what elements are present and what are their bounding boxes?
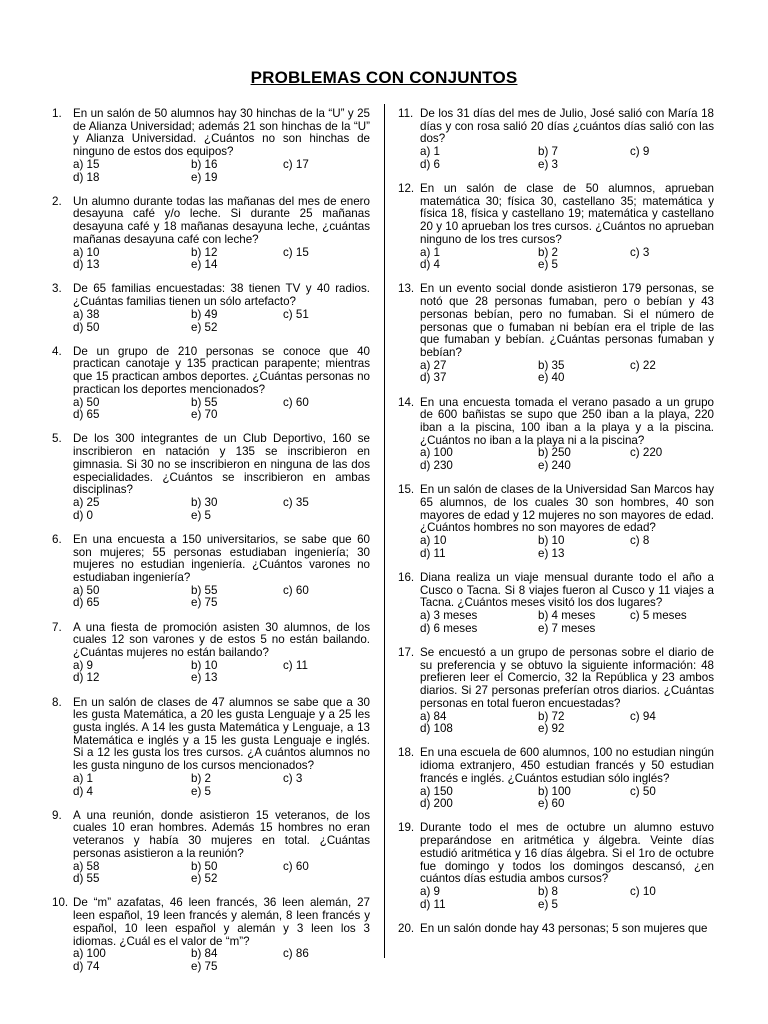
answer-option: c) 220 xyxy=(630,446,663,460)
problem-item xyxy=(52,346,370,422)
problem-item xyxy=(52,534,370,610)
problem-number: 17. xyxy=(398,646,415,660)
problem-item xyxy=(398,484,714,560)
problem-text: Durante todo el mes de octubre un alumno estuvo preparándose en aritmética y álgebra. Veinte días estudió aritmética y 16 días álgebra. Si el 1ro de octubre fue domingo y todos los domingos descansó, ¿en cuántos días estudia ambos cursos? xyxy=(420,821,714,886)
answer-option: e) 5 xyxy=(191,508,211,522)
problem-item xyxy=(398,647,714,736)
problem-number: 1. xyxy=(52,107,62,120)
answer-option: a) 3 meses xyxy=(420,609,478,623)
problem-number: 12. xyxy=(398,182,415,196)
problem-text: Diana realiza un viaje mensual durante todo el año a Cusco o Tacna. Si 8 viajes fueron al Cusco y 11 viajes a Tacna. ¿Cuántos meses visitó los dos lugares? xyxy=(420,571,714,610)
answer-option: c) 9 xyxy=(630,145,650,159)
answer-option: c) 51 xyxy=(283,307,309,321)
problem-text: En un salón de clases de 47 alumnos se sabe que a 30 les gusta Matemática, a 20 les gusta Lenguaje y a 25 les gusta inglés. A 14 les gusta Matemática y Lenguaje, a 13 Matemática e inglés y a 15 les gusta Lenguaje e inglés. Si a 12 les gusta los tres cursos. ¿A cuántos alumnos no les gusta ninguno de los cursos mencionados? xyxy=(73,695,370,773)
answer-option: e) 14 xyxy=(191,258,218,272)
problem-item xyxy=(52,108,370,184)
answer-options xyxy=(73,247,370,272)
page-title: PROBLEMAS CON CONJUNTOS xyxy=(250,68,518,87)
problem-body xyxy=(73,346,370,422)
problem-number: 9. xyxy=(52,808,62,822)
answer-option: b) 50 xyxy=(191,859,218,873)
problem-text: A una reunión, donde asistieron 15 veteranos, de los cuales 10 eran hombres. Además 15 hombres no eran veteranos y había 30 mujeres en total. ¿Cuántas personas asistieron a la reunión? xyxy=(73,808,370,860)
problem-text: En un salón de clases de la Universidad San Marcos hay 65 alumnos, de los cuales 30 son hombres, 40 son mayores de edad y 12 mujeres no son mayores de edad. ¿Cuántos hombres no son mayores de edad? xyxy=(420,483,714,535)
answer-options xyxy=(420,535,714,560)
problem-text: En un salón de clase de 50 alumnos, aprueban matemática 30; física 30, castellano 35; matemática y física 18, física y castellano 19; matemática y castellano 20 y 10 aprueban los tres cursos. ¿Cuántos no aprueban ninguno de los tres cursos? xyxy=(420,182,714,246)
answer-option: a) 1 xyxy=(73,771,93,785)
answer-option: c) 10 xyxy=(630,884,656,898)
answer-option: e) 75 xyxy=(191,959,218,973)
answer-option: b) 12 xyxy=(191,245,218,259)
answer-option: e) 52 xyxy=(191,872,218,886)
answer-option: b) 16 xyxy=(191,157,218,171)
answer-option: b) 84 xyxy=(191,947,218,961)
answer-option: b) 55 xyxy=(191,583,218,597)
answer-options xyxy=(420,610,714,635)
problem-body xyxy=(73,697,370,799)
answer-options xyxy=(73,309,370,334)
answer-option: a) 50 xyxy=(73,395,100,409)
problem-number: 16. xyxy=(398,571,415,584)
answer-option: e) 13 xyxy=(191,671,218,685)
answer-option: e) 60 xyxy=(538,797,565,811)
problem-item xyxy=(52,697,370,799)
answer-option: e) 70 xyxy=(191,408,218,422)
answer-option: c) 3 xyxy=(630,245,650,259)
answer-option: b) 10 xyxy=(538,534,565,548)
answer-option: e) 40 xyxy=(538,371,565,385)
answer-option: a) 9 xyxy=(73,658,93,672)
problem-text: De los 31 días del mes de Julio, José salió con María 18 días y con rosa salió 20 días ¿cuántos días salió con las dos? xyxy=(420,107,714,146)
problem-number: 15. xyxy=(398,483,415,497)
problem-number: 18. xyxy=(398,746,415,760)
answer-options xyxy=(73,773,370,798)
answer-option: a) 10 xyxy=(73,245,100,259)
answer-option: b) 49 xyxy=(191,307,218,321)
problem-body xyxy=(73,622,370,686)
answer-options xyxy=(73,948,370,973)
answer-option: a) 100 xyxy=(73,947,106,961)
problem-number: 3. xyxy=(52,282,62,296)
answer-option: b) 2 xyxy=(191,771,211,785)
answer-option: b) 55 xyxy=(191,395,218,409)
problem-number: 10. xyxy=(52,896,69,910)
problem-item xyxy=(398,923,714,936)
problem-body xyxy=(420,647,714,736)
answer-option: b) 30 xyxy=(191,495,218,509)
answer-option: c) 11 xyxy=(283,658,308,672)
answer-option: e) 92 xyxy=(538,722,565,736)
problem-item xyxy=(52,196,370,272)
problem-body xyxy=(73,433,370,522)
answer-option: e) 5 xyxy=(191,784,211,798)
problem-body xyxy=(420,822,714,911)
answer-options xyxy=(73,660,370,685)
problem-text: Se encuestó a un grupo de personas sobre el diario de su preferencia y se obtuvo la siguiente información: 48 prefieren leer el Comercio, 32 la República y 23 ambos diarios. Si 27 personas preferían otros diarios. ¿Cuántas personas en total fueron encuestadas? xyxy=(420,646,714,710)
answer-option: c) 94 xyxy=(630,709,656,723)
answer-option: d) 74 xyxy=(73,959,100,973)
problem-body xyxy=(420,484,714,560)
answer-options xyxy=(73,861,370,886)
answer-options xyxy=(420,360,714,385)
problem-number: 20. xyxy=(398,921,415,935)
problem-body xyxy=(73,534,370,610)
answer-option: d) 4 xyxy=(420,258,440,272)
problem-text: En una escuela de 600 alumnos, 100 no estudian ningún idioma extranjero, 450 estudian francés y 50 estudian francés e inglés. ¿Cuántos estudian sólo inglés? xyxy=(420,746,714,785)
problem-text: A una fiesta de promoción asisten 30 alumnos, de los cuales 12 son varones y de estos 5 no están bailando. ¿Cuántas mujeres no están bailando? xyxy=(73,620,370,660)
answer-option: a) 1 xyxy=(420,245,440,259)
answer-options xyxy=(73,397,370,422)
answer-option: b) 250 xyxy=(538,446,571,460)
answer-option: b) 35 xyxy=(538,358,565,372)
problem-text: Un alumno durante todas las mañanas del mes de enero desayuna café y/o leche. Si durante 25 mañanas desayuna café y 18 mañanas desayuna leche, ¿cuántas mañanas desayuna café con leche? xyxy=(73,194,370,246)
problem-number: 19. xyxy=(398,821,415,835)
answer-option: e) 3 xyxy=(538,157,558,171)
problem-body xyxy=(420,283,714,385)
answer-option: c) 60 xyxy=(283,395,309,409)
answer-option: a) 27 xyxy=(420,358,447,372)
problem-body xyxy=(73,196,370,272)
problem-body xyxy=(420,572,714,636)
answer-option: e) 19 xyxy=(191,170,218,184)
answer-option: b) 4 meses xyxy=(538,609,596,623)
problem-body xyxy=(420,397,714,473)
answer-option: d) 108 xyxy=(420,722,453,736)
answer-option: c) 60 xyxy=(283,859,309,873)
answer-option: a) 84 xyxy=(420,709,447,723)
problem-text: De un grupo de 210 personas se conoce que 40 practican canotaje y 135 practican parapente; mientras que 15 practican ambos deportes. ¿Cuántas personas no practican los deportes mencionados? xyxy=(73,344,370,396)
answer-option: d) 12 xyxy=(73,671,100,685)
answer-options xyxy=(420,247,714,272)
answer-option: d) 37 xyxy=(420,371,447,385)
problem-text: En una encuesta a 150 universitarios, se sabe que 60 son mujeres; 55 personas estudiaban ingeniería; 30 mujeres no estudian ingeniería. ¿Cuántos varones no estudiaban ingeniería? xyxy=(73,532,370,584)
problem-body xyxy=(73,283,370,334)
problem-item xyxy=(52,622,370,686)
answer-option: c) 17 xyxy=(283,157,309,171)
answer-option: d) 11 xyxy=(420,897,446,911)
answer-option: d) 13 xyxy=(73,258,100,272)
answer-option: e) 13 xyxy=(538,546,565,560)
answer-option: d) 200 xyxy=(420,797,453,811)
problem-text: En un salón de 50 alumnos hay 30 hinchas de la “U” y 25 de Alianza Universidad; además 21 son hinchas de la “U” y Alianza Universidad. ¿Cuántos no son hinchas de ninguno de estos dos equipos? xyxy=(73,107,370,159)
answer-option: c) 86 xyxy=(283,947,309,961)
problem-text: En un salón donde hay 43 personas; 5 son mujeres que xyxy=(420,921,708,935)
answer-option: c) 5 meses xyxy=(630,609,687,623)
answer-option: a) 1 xyxy=(420,145,440,159)
problem-item xyxy=(398,747,714,811)
problem-number: 11. xyxy=(398,107,414,120)
answer-option: e) 5 xyxy=(538,897,558,911)
answer-option: d) 6 meses xyxy=(420,621,478,635)
answer-option: d) 0 xyxy=(73,508,93,522)
answer-option: c) 15 xyxy=(283,245,309,259)
problem-item xyxy=(52,433,370,522)
answer-option: c) 50 xyxy=(630,784,656,798)
answer-option: c) 22 xyxy=(630,358,656,372)
answer-option: b) 10 xyxy=(191,658,218,672)
problem-number: 7. xyxy=(52,620,62,634)
problem-number: 13. xyxy=(398,282,415,296)
answer-option: d) 65 xyxy=(73,408,100,422)
problem-number: 14. xyxy=(398,395,415,409)
problem-item xyxy=(398,572,714,636)
answer-option: d) 65 xyxy=(73,596,100,610)
answer-option: a) 50 xyxy=(73,583,100,597)
answer-option: a) 9 xyxy=(420,884,440,898)
answer-option: a) 25 xyxy=(73,495,100,509)
problem-item xyxy=(52,283,370,334)
answer-option: e) 75 xyxy=(191,596,218,610)
problem-body xyxy=(420,923,714,936)
answer-options xyxy=(420,711,714,736)
answer-option: b) 8 xyxy=(538,884,558,898)
answer-options xyxy=(73,159,370,184)
left-column xyxy=(52,108,370,985)
problem-body xyxy=(73,108,370,184)
right-column xyxy=(398,108,714,947)
column-divider xyxy=(384,104,385,958)
answer-option: a) 38 xyxy=(73,307,100,321)
problem-item xyxy=(398,108,714,172)
problem-number: 4. xyxy=(52,344,62,358)
problem-text: De los 300 integrantes de un Club Deportivo, 160 se inscribieron en natación y 135 se inscribieron en gimnasia. Si 30 no se inscribieron en ninguna de las dos especialidades. ¿Cuántos se inscribieron en ambas disciplinas? xyxy=(73,432,370,497)
problem-item xyxy=(52,897,370,973)
answer-option: b) 100 xyxy=(538,784,571,798)
answer-option: d) 18 xyxy=(73,170,100,184)
answer-option: b) 2 xyxy=(538,245,558,259)
answer-option: c) 3 xyxy=(283,771,303,785)
answer-option: c) 8 xyxy=(630,534,650,548)
answer-options xyxy=(420,786,714,811)
answer-option: a) 100 xyxy=(420,446,453,460)
problem-text: De “m” azafatas, 46 leen francés, 36 leen alemán, 27 leen español, 19 leen francés y alemán, 8 leen francés y español, 10 leen español y alemán y 3 leen los 3 idiomas. ¿Cuál es el valor de “m”? xyxy=(73,896,370,948)
answer-option: a) 15 xyxy=(73,157,100,171)
problem-body xyxy=(73,810,370,886)
problem-item xyxy=(398,283,714,385)
problem-number: 8. xyxy=(52,695,62,709)
problem-item xyxy=(398,183,714,272)
answer-option: e) 5 xyxy=(538,258,558,272)
problem-body xyxy=(420,183,714,272)
answer-option: d) 11 xyxy=(420,546,446,560)
problem-body xyxy=(73,897,370,973)
problem-number: 5. xyxy=(52,432,62,446)
problem-body xyxy=(420,108,714,172)
answer-option: b) 7 xyxy=(538,145,558,159)
answer-option: d) 50 xyxy=(73,320,100,334)
answer-option: d) 230 xyxy=(420,459,453,473)
answer-option: d) 4 xyxy=(73,784,93,798)
answer-options xyxy=(73,585,370,610)
answer-option: d) 55 xyxy=(73,872,100,886)
answer-option: c) 35 xyxy=(283,495,309,509)
problem-text: En un evento social donde asistieron 179 personas, se notó que 28 personas fumaban, pero o bebían y 43 personas bebían, pero no fumaban. Si el número de personas que o fumaban ni bebían era el triple de las que fumaban y bebían. ¿Cuántas personas fumaban y bebían? xyxy=(420,282,714,359)
problem-number: 6. xyxy=(52,532,62,546)
problem-text: En una encuesta tomada el verano pasado a un grupo de 600 bañistas se supo que 250 iban a la playa, 220 iban a la piscina, 100 iban a la playa y a la piscina. ¿Cuántos no iban a la playa ni a la piscina? xyxy=(420,395,714,447)
answer-options xyxy=(420,146,714,171)
answer-option: b) 72 xyxy=(538,709,565,723)
problem-item xyxy=(398,397,714,473)
answer-option: e) 52 xyxy=(191,320,218,334)
answer-option: a) 10 xyxy=(420,534,447,548)
problem-number: 2. xyxy=(52,194,62,208)
problem-item xyxy=(52,810,370,886)
answer-option: c) 60 xyxy=(283,583,309,597)
answer-option: a) 58 xyxy=(73,859,100,873)
answer-option: d) 6 xyxy=(420,157,440,171)
answer-option: e) 7 meses xyxy=(538,621,596,635)
answer-option: e) 240 xyxy=(538,459,571,473)
problem-text: De 65 familias encuestadas: 38 tienen TV y 40 radios. ¿Cuántas familias tienen un sólo artefacto? xyxy=(73,282,370,309)
problem-item xyxy=(398,822,714,911)
answer-option: a) 150 xyxy=(420,784,453,798)
answer-options xyxy=(420,886,714,911)
problem-body xyxy=(420,747,714,811)
answer-options xyxy=(73,497,370,522)
answer-options xyxy=(420,447,714,472)
